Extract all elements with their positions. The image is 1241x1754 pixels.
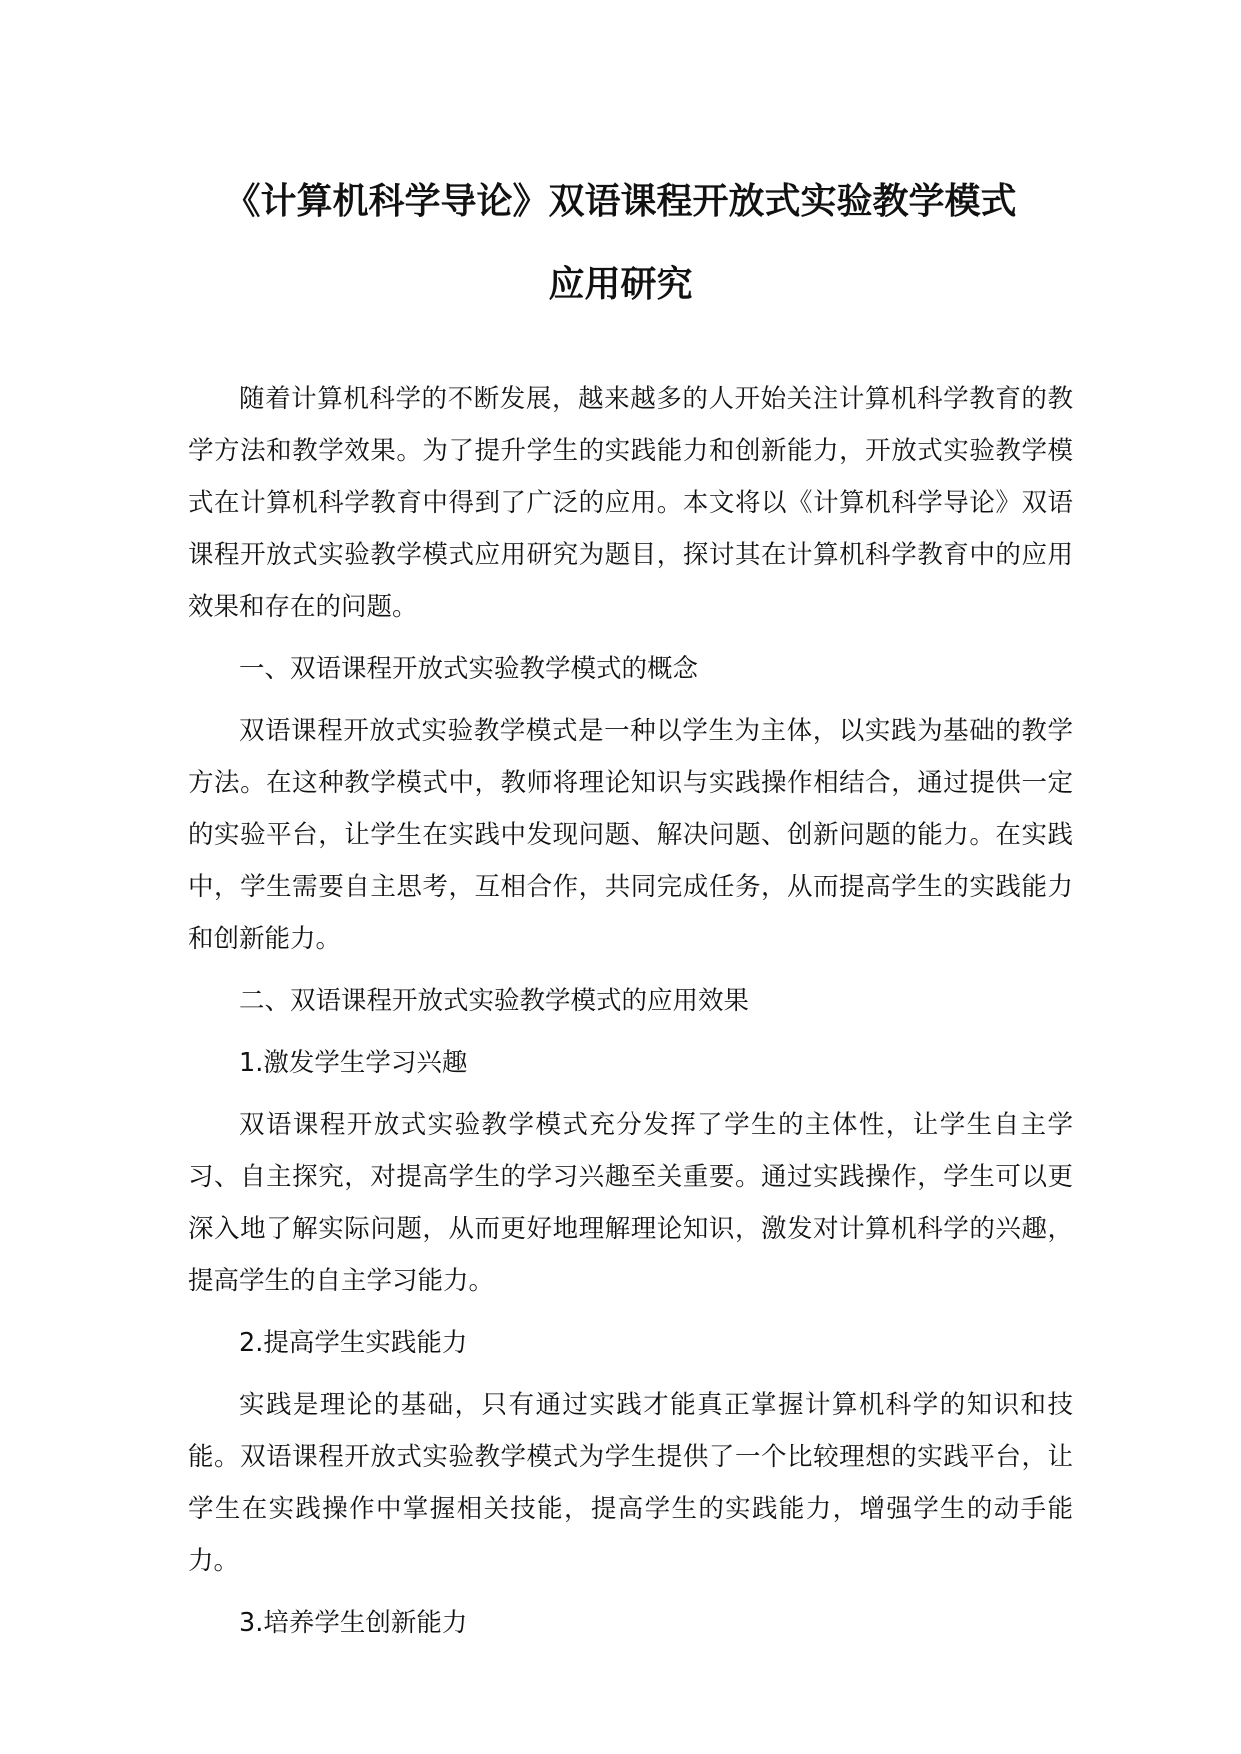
document-title-line-1: 《计算机科学导论》双语课程开放式实验教学模式 (224, 181, 1017, 222)
subsection-3-heading: 3.培养学生创新能力 (239, 1608, 468, 1638)
document-title-line-2: 应用研究 (548, 264, 693, 305)
subsection-1-heading: 1.激发学生学习兴趣 (239, 1048, 468, 1078)
subsection-1-paragraph: 双语课程开放式实验教学模式充分发挥了学生的主体性，让学生自主学习、自主探究，对提高学生的学习兴趣至关重要。通过实践操作，学生可以更深入地了解实际问题，从而更好地理解理论知识，激发对计算机科学的兴趣，提高学生的自主学习能力。 (188, 1110, 1073, 1296)
section-2-heading: 二、双语课程开放式实验教学模式的应用效果 (239, 986, 750, 1016)
section-1-paragraph: 双语课程开放式实验教学模式是一种以学生为主体，以实践为基础的教学方法。在这种教学模式中，教师将理论知识与实践操作相结合，通过提供一定的实验平台，让学生在实践中发现问题、解决问题、创新问题的能力。在实践中，学生需要自主思考，互相合作，共同完成任务，从而提高学生的实践能力和创新能力。 (188, 716, 1073, 954)
subsection-2-paragraph: 实践是理论的基础，只有通过实践才能真正掌握计算机科学的知识和技能。双语课程开放式实验教学模式为学生提供了一个比较理想的实践平台，让学生在实践操作中掌握相关技能，提高学生的实践能力，增强学生的动手能力。 (188, 1390, 1073, 1576)
intro-paragraph: 随着计算机科学的不断发展，越来越多的人开始关注计算机科学教育的教学方法和教学效果。为了提升学生的实践能力和创新能力，开放式实验教学模式在计算机科学教育中得到了广泛的应用。本文将以《计算机科学导论》双语课程开放式实验教学模式应用研究为题目，探讨其在计算机科学教育中的应用效果和存在的问题。 (188, 384, 1073, 622)
document-body (188, 373, 1073, 1659)
subsection-2-heading: 2.提高学生实践能力 (239, 1328, 468, 1358)
section-1-heading: 一、双语课程开放式实验教学模式的概念 (239, 654, 699, 684)
